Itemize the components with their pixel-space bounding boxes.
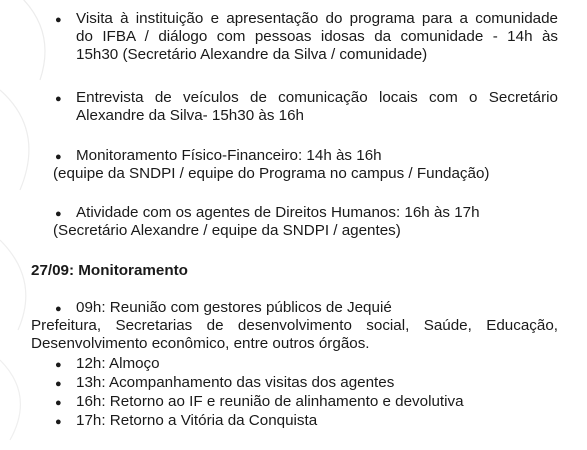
bullet-icon: ●	[55, 14, 62, 26]
schedule-item-4: 17h: Retorno a Vitória da Conquista	[76, 412, 318, 429]
reuniao-line-2: Prefeitura, Secretarias de desenvolvimento social, Saúde, Educação,	[31, 317, 558, 334]
monitoramento-fisico-line-1: Monitoramento Físico-Financeiro: 14h às 16h	[76, 147, 382, 164]
visita-line-3: 15h30 (Secretário Alexandre da Silva / comunidade)	[76, 46, 428, 63]
reuniao-line-1: 09h: Reunião com gestores públicos de Jequié	[76, 299, 392, 316]
schedule-item-2: 13h: Acompanhamento das visitas dos agentes	[76, 374, 395, 391]
reuniao-line-3: Desenvolvimento econômico, entre outros órgãos.	[31, 335, 370, 352]
bullet-icon: ●	[55, 378, 62, 390]
entrevista-line-2: Alexandre da Silva- 15h30 às 16h	[76, 107, 304, 124]
bullet-icon: ●	[55, 416, 62, 428]
bullet-icon: ●	[55, 151, 62, 163]
bullet-icon: ●	[55, 397, 62, 409]
day-heading: 27/09: Monitoramento	[31, 262, 188, 279]
reuniao-details	[31, 317, 558, 353]
bullet-icon: ●	[55, 359, 62, 371]
atividade-line-1: Atividade com os agentes de Direitos Humanos: 16h às 17h	[76, 204, 480, 221]
schedule-item-1: 12h: Almoço	[76, 355, 160, 372]
entrevista-item	[76, 89, 558, 125]
visita-item	[76, 10, 558, 64]
visita-line-2: do IFBA / diálogo com pessoas idosas da comunidade - 14h às	[76, 28, 558, 45]
monitoramento-fisico-line-2: (equipe da SNDPI / equipe do Programa no campus / Fundação)	[53, 165, 490, 182]
visita-line-1: Visita à instituição e apresentação do programa para a comunidade	[76, 10, 558, 27]
bullet-icon: ●	[55, 303, 62, 315]
atividade-line-2: (Secretário Alexandre / equipe da SNDPI / agentes)	[53, 222, 401, 239]
schedule-item-3: 16h: Retorno ao IF e reunião de alinhamento e devolutiva	[76, 393, 464, 410]
bullet-icon: ●	[55, 208, 62, 220]
bullet-icon: ●	[55, 93, 62, 105]
entrevista-line-1: Entrevista de veículos de comunicação locais com o Secretário	[76, 89, 558, 106]
